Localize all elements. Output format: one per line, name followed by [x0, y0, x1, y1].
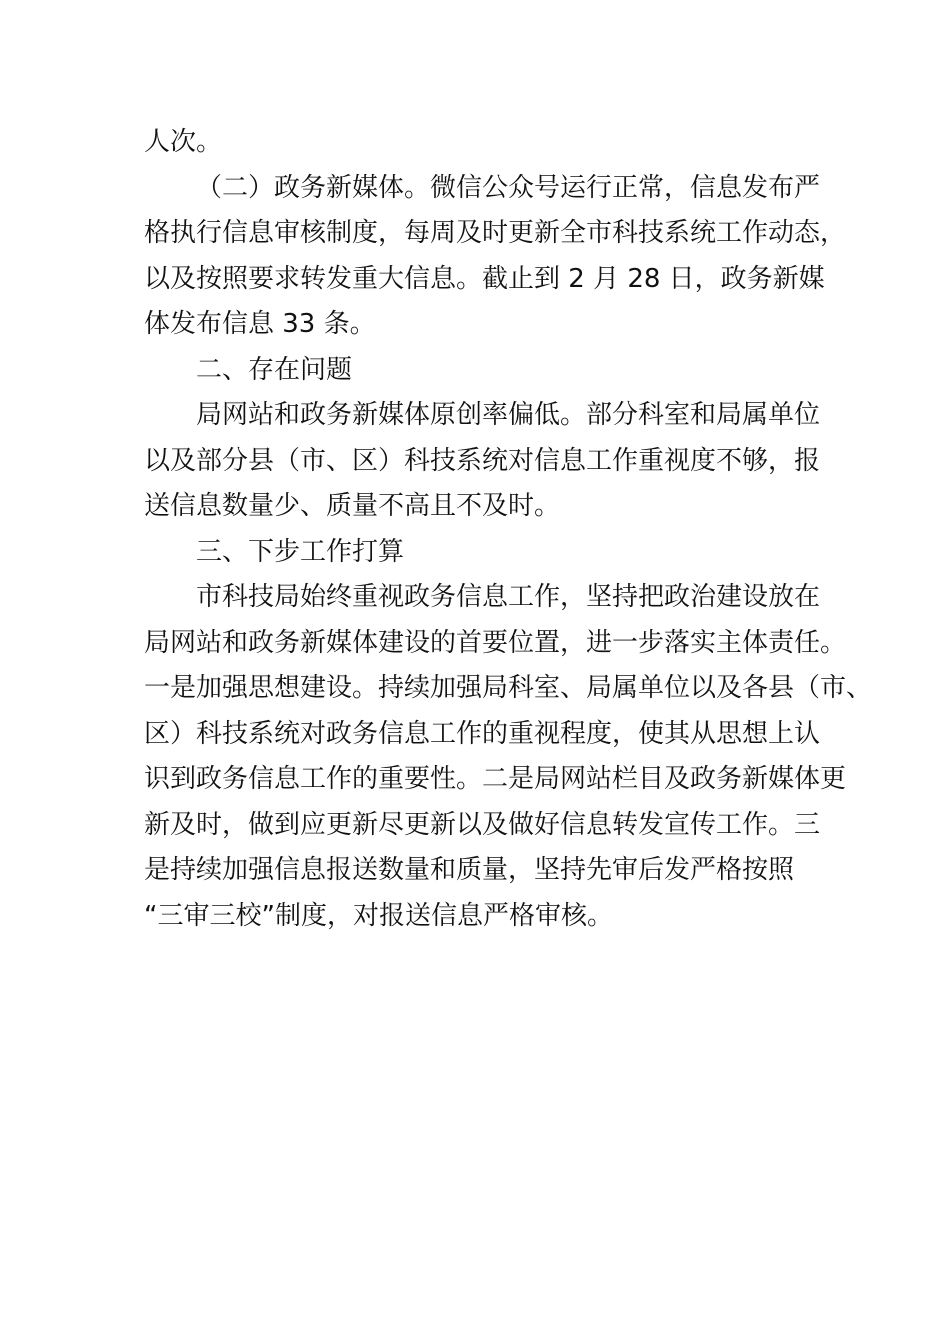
text-line-12: 局网站和政务新媒体建设的首要位置，进一步落实主体责任。 [144, 627, 847, 658]
text-line-5: 体发布信息 33 条。 [144, 309, 376, 339]
text-line-4: 以及按照要求转发重大信息。截止到 2 月 28 日，政务新媒 [144, 263, 825, 294]
paragraph-gov-new-media: （二）政务新媒体。微信公众号运行正常，信息发布严 [196, 172, 821, 203]
paragraph-next-steps: 市科技局始终重视政务信息工作，坚持把政治建设放在 [196, 582, 821, 612]
document-body [144, 120, 873, 939]
text-line-8: 以及部分县（市、区）科技系统对信息工作重视度不够，报 [144, 445, 821, 476]
text-line-1: 人次。 [144, 127, 223, 157]
text-line-17: 是持续加强信息报送数量和质量，坚持先审后发严格按照 [144, 855, 795, 885]
text-line-15: 识到政务信息工作的重要性。二是局网站栏目及政务新媒体更 [144, 764, 847, 794]
text-line-13: 一是加强思想建设。持续加强局科室、局属单位以及各县（市、 [144, 673, 873, 703]
text-line-14: 区）科技系统对政务信息工作的重视程度，使其从思想上认 [144, 718, 821, 749]
text-line-9: 送信息数量少、质量不高且不及时。 [144, 491, 561, 521]
section-heading-problems: 二、存在问题 [196, 354, 353, 385]
text-line-16: 新及时，做到应更新尽更新以及做好信息转发宣传工作。三 [144, 809, 821, 840]
paragraph-problems: 局网站和政务新媒体原创率偏低。部分科室和局属单位 [196, 400, 821, 430]
text-line-18: “三审三校”制度，对报送信息严格审核。 [144, 900, 613, 931]
section-heading-next-steps: 三、下步工作打算 [196, 536, 405, 567]
text-line-3: 格执行信息审核制度，每周及时更新全市科技系统工作动态， [144, 218, 847, 248]
